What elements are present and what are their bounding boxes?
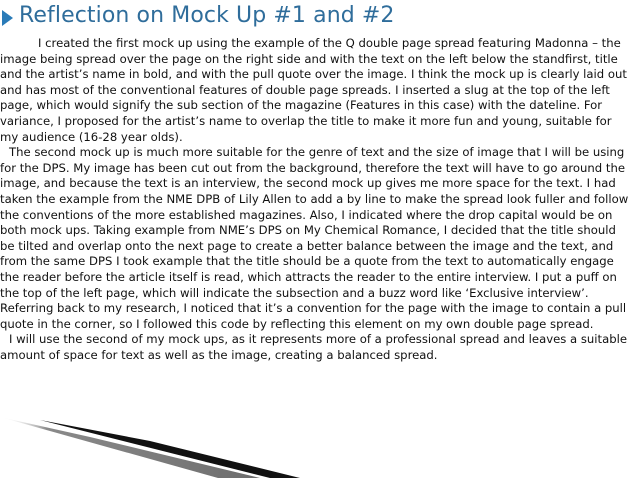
slide-body [0, 36, 632, 363]
wedge-black-band [40, 420, 300, 478]
paragraph-mock-up-2: The second mock up is much more suitable for the genre of text and the size of image that I will be using for the DPS. My image has been cut out from the background, therefore the text will have to go around the image, and because the text is an interview, the second mock up gives me more space for the text. I had taken the example from the NME DPB of Lily Allen to add a by line to make the spread look fuller and follow the conventions of the more established magazines. Also, I indicated where the drop capital would be on both mock ups. Taking example from NME’s DPS on My Chemical Romance, I decided that the title should be tilted and overlap onto the next page to create a better balance between the image and the text, and from the same DPS I took example that the title should be a quote from the text to automatically engage the reader before the article itself is read, which attracts the reader to the entire interview. I put a puff on the top of the left page, which will indicate the subsection and a buzz word like ‘Exclusive interview’. Referring back to my research, I noticed that it’s a convention for the page with the image to contain a pull quote in the corner, so I followed this code by reflecting this element on my own double page spread. [0, 145, 629, 331]
slide-title: Reflection on Mock Up #1 and #2 [19, 3, 395, 28]
paragraph-conclusion: I will use the second of my mock ups, as it represents more of a professional spread and leaves a suitable amount of space for text as well as the image, creating a balanced spread. [0, 332, 628, 362]
wedge-grey-band [0, 417, 260, 478]
paragraph-mock-up-1: I created the first mock up using the example of the Q double page spread featuring Madonna – the image being spread over the page on the right side and with the text on the left below the standfirst, title and the artist’s name in bold, and with the pull quote over the image. I think the mock up is clearly laid out and has most of the conventional features of double page spreads. I inserted a slug at the top of the left page, which would signify the sub section of the magazine (Features in this case) with the dateline. For variance, I proposed for the artist’s name to overlap the title to make it more fun and young, suitable for my audience (16-28 year olds). [0, 36, 627, 144]
title-bullet-icon [2, 10, 13, 26]
